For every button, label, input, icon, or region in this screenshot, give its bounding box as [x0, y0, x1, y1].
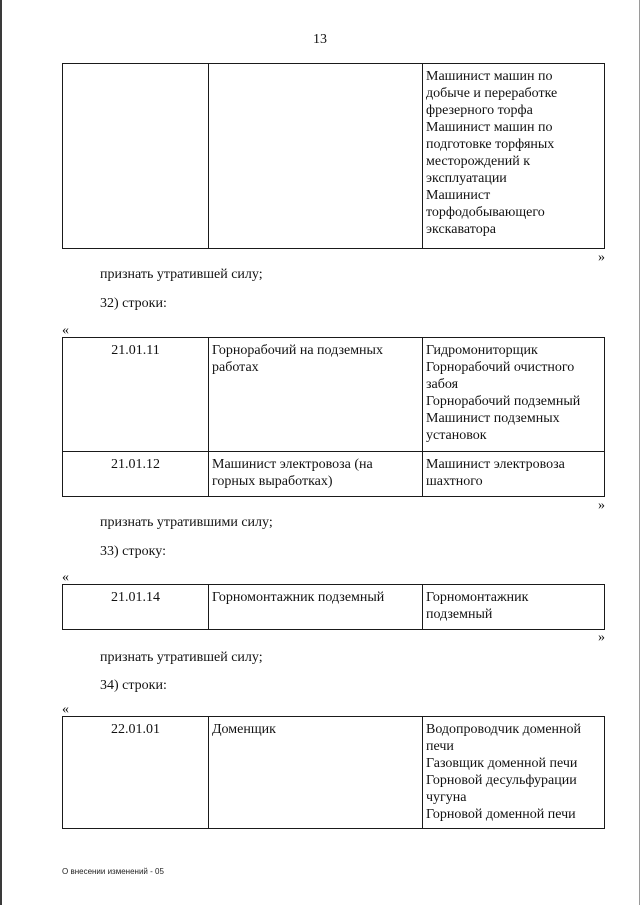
profession-line: Горнорабочий на подземных	[212, 343, 383, 358]
item-heading: 34) строки:	[100, 678, 167, 693]
replacement-line: месторождений к	[426, 154, 531, 169]
replacement-line: Машинист электровоза	[426, 457, 565, 472]
replacement-line: Машинист	[426, 188, 491, 203]
profession-cell	[209, 64, 423, 249]
table-continuation	[62, 63, 605, 249]
paragraph-repeal: признать утратившей силу;	[100, 267, 263, 282]
replacements-cell	[423, 452, 605, 497]
table-row	[63, 64, 605, 249]
replacement-line: торфодобывающего	[426, 205, 545, 220]
closing-quote: »	[598, 630, 605, 645]
profession-line: Доменщик	[212, 722, 276, 737]
replacement-line: Горнорабочий очистного	[426, 360, 575, 375]
replacement-line: Газовщик доменной печи	[426, 756, 578, 771]
opening-quote: «	[62, 323, 69, 338]
replacement-line: чугуна	[426, 790, 467, 805]
table-item-32	[62, 337, 605, 497]
replacement-line: фрезерного торфа	[426, 103, 533, 118]
table-row	[63, 452, 605, 497]
code-cell	[63, 64, 209, 249]
replacement-line: Горнорабочий подземный	[426, 394, 581, 409]
profession-line: Машинист электровоза (на	[212, 457, 373, 472]
code-cell: 21.01.14	[63, 585, 209, 630]
replacement-line: Машинист машин по	[426, 69, 553, 84]
closing-quote: »	[598, 498, 605, 513]
table-row	[63, 585, 605, 630]
replacement-line: шахтного	[426, 474, 483, 489]
replacements-cell	[423, 585, 605, 630]
profession-line: работах	[212, 360, 259, 375]
replacement-line: Гидромониторщик	[426, 343, 538, 358]
page-number: 13	[313, 32, 327, 47]
table-item-33	[62, 584, 605, 630]
replacement-line: печи	[426, 739, 454, 754]
code-cell: 21.01.11	[63, 338, 209, 452]
replacement-line: забоя	[426, 377, 459, 392]
opening-quote: «	[62, 570, 69, 585]
replacement-line: Горновой доменной печи	[426, 807, 576, 822]
replacement-line: эксплуатации	[426, 171, 507, 186]
replacements-cell	[423, 64, 605, 249]
item-heading: 33) строку:	[100, 544, 166, 559]
replacement-line: добыче и переработке	[426, 86, 558, 101]
table-row	[63, 717, 605, 829]
item-heading: 32) строки:	[100, 296, 167, 311]
page-edge-left	[0, 0, 2, 905]
replacements-cell	[423, 338, 605, 452]
replacement-line: Машинист подземных	[426, 411, 560, 426]
profession-line: горных выработках)	[212, 474, 333, 489]
replacement-line: Машинист машин по	[426, 120, 553, 135]
replacement-line: подготовке торфяных	[426, 137, 555, 152]
profession-cell	[209, 585, 423, 630]
closing-quote: »	[598, 250, 605, 265]
profession-cell	[209, 717, 423, 829]
replacement-line: Горновой десульфурации	[426, 773, 577, 788]
replacement-line: подземный	[426, 607, 493, 622]
paragraph-repeal: признать утратившей силу;	[100, 650, 263, 665]
replacement-line: Водопроводчик доменной	[426, 722, 582, 737]
opening-quote: «	[62, 702, 69, 717]
code-cell: 22.01.01	[63, 717, 209, 829]
table-row	[63, 338, 605, 452]
profession-line: Горномонтажник подземный	[212, 590, 385, 605]
replacement-line: Горномонтажник	[426, 590, 529, 605]
paragraph-repeal: признать утратившими силу;	[100, 515, 273, 530]
profession-cell	[209, 338, 423, 452]
profession-cell	[209, 452, 423, 497]
document-footer: О внесении изменений - 05	[62, 867, 164, 876]
replacement-line: установок	[426, 428, 487, 443]
table-item-34	[62, 716, 605, 829]
replacements-cell	[423, 717, 605, 829]
replacement-line: экскаватора	[426, 222, 496, 237]
code-cell: 21.01.12	[63, 452, 209, 497]
